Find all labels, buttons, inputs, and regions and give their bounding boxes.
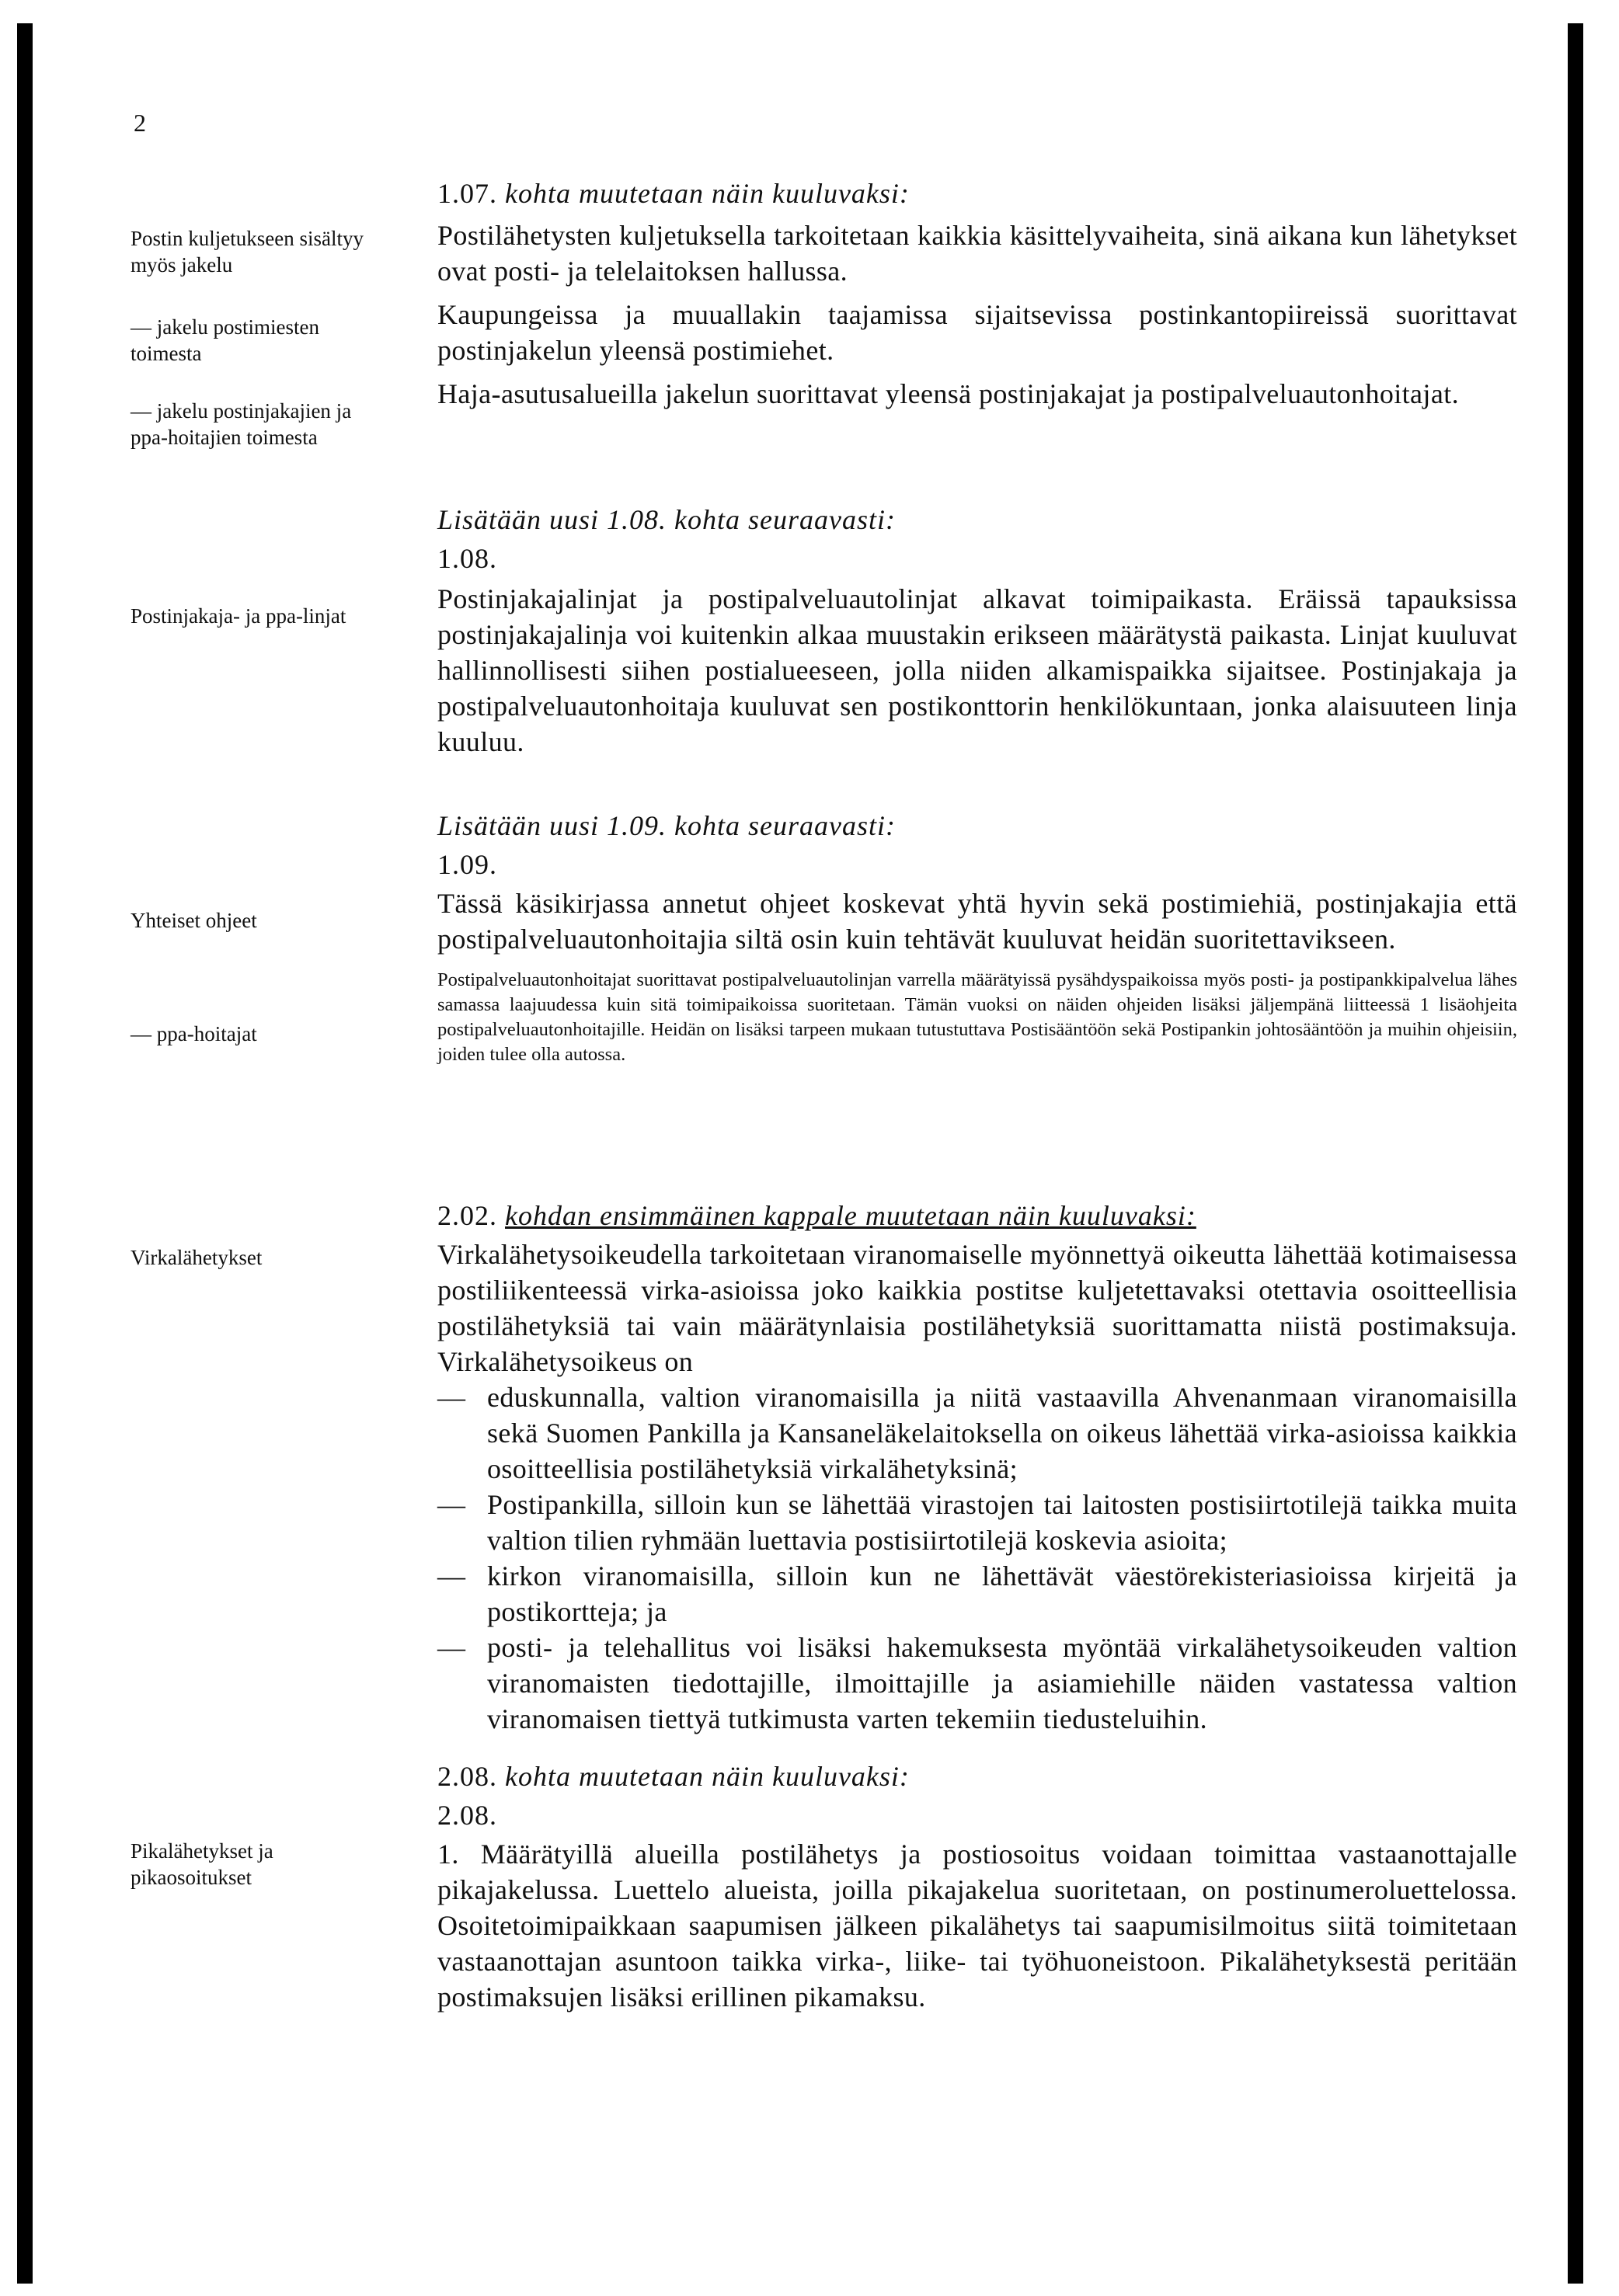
section-number: 1.09. xyxy=(437,849,497,880)
dash-marker: — xyxy=(437,1382,466,1413)
paragraph: Haja-asutusalueilla jakelun suorittavat yleensä postinjakajat ja postipalveluautonhoitajat. xyxy=(437,378,1460,409)
section-number: 2.02. xyxy=(437,1200,497,1231)
margin-note-kuljetus: Postin kuljetukseen sisältyy myös jakelu xyxy=(131,227,364,277)
section-number: 1.07. xyxy=(437,178,497,209)
section-heading xyxy=(437,1759,1517,1794)
dash-marker: — xyxy=(437,1489,466,1520)
section-heading xyxy=(437,1198,1517,1233)
section-number: 1.08. xyxy=(437,543,497,574)
section-number: 2.08. xyxy=(437,1761,497,1792)
small-print-paragraph: Postipalveluautonhoitajat suorittavat postipalveluautolinjan varrella määrätyissä pysähdyspaikoissa myös posti- ja postipankkipalvelua lähes samassa laajuudessa kuin sitä toimipaikoissa suoritetaan. Tämän vuoksi on näiden ohjeiden lisäksi jäljempänä liitteessä 1 lisäohjeita postipalveluautonhoitajille. Heidän on lisäksi tarpeen mukaan tutustuttava Postisääntöön sekä Postipankin johtosääntöön ja muihin ohjeisiin, joiden tulee olla autossa. xyxy=(437,969,1517,1065)
dash-list xyxy=(437,1379,1517,1737)
section-heading-text: kohta muutetaan näin kuuluvaksi: xyxy=(505,178,910,209)
margin-note-postinjakajat: — jakelu postinjakajien ja ppa-hoitajien toimesta xyxy=(131,399,352,449)
left-border-bar xyxy=(17,23,33,2284)
right-border-bar xyxy=(1568,23,1583,2284)
paragraph: Kaupungeissa ja muuallakin taajamissa sijaitsevissa postinkantopiireissä suorittavat postinjakelun yleensä postimiehet. xyxy=(437,299,1517,366)
list-item-text: kirkon viranomaisilla, silloin kun ne lähettävät väestörekisteriasioissa kirjeitä ja postikortteja; ja xyxy=(487,1560,1517,1627)
list-item xyxy=(437,1379,1517,1487)
section-heading-text: kohta muutetaan näin kuuluvaksi: xyxy=(505,1761,910,1792)
margin-note-virkalahetykset: Virkalähetykset xyxy=(131,1246,263,1269)
margin-note-ppa-hoitajat: — ppa-hoitajat xyxy=(131,1022,257,1045)
page-number: 2 xyxy=(134,109,146,137)
section-2-02 xyxy=(437,1198,1517,1737)
margin-note-yhteiset-ohjeet: Yhteiset ohjeet xyxy=(131,909,257,932)
dash-marker: — xyxy=(437,1560,466,1592)
list-item xyxy=(437,1558,1517,1630)
section-heading xyxy=(437,176,1517,211)
paragraph: Postilähetysten kuljetuksella tarkoitetaan kaikkia käsittelyvaiheita, sinä aikana kun lähetykset ovat posti- ja telelaitoksen hallussa. xyxy=(437,220,1517,287)
margin-note-pikalahetykset: Pikalähetykset ja pikaosoitukset xyxy=(131,1839,273,1889)
section-2-08 xyxy=(437,1759,1517,2015)
section-heading-text: kohdan ensimmäinen kappale muutetaan näin kuuluvaksi: xyxy=(505,1200,1196,1231)
section-number: 2.08. xyxy=(437,1800,497,1831)
list-item-text: Postipankilla, silloin kun se lähettää virastojen tai laitosten postisiirtotilejä taikka muita valtion tilien ryhmään luettavia postisiirtotilejä koskevia asioita; xyxy=(487,1489,1517,1556)
paragraph: Virkalähetysoikeudella tarkoitetaan viranomaiselle myönnettyä oikeutta lähettää kotimaisessa postiliikenteessä virka-asioissa joko kaikkia postitse kuljetettavaksi otettavia osoitteellisia postilähetyksiä tai vain määrätynlaisia postilähetyksiä suorittamatta niistä postimaksuja. Virkalähetysoikeus on xyxy=(437,1239,1517,1377)
dash-marker: — xyxy=(437,1632,466,1663)
paragraph: 1. Määrätyillä alueilla postilähetys ja postiosoitus voidaan toimittaa vastaanottajalle pikajakelussa. Luettelo alueista, joilla pikajakelua suoritetaan, on postinumeroluettelossa. Osoitetoimipaikkaan saapumisen jälkeen pikalähetys tai saapumisilmoitus siitä toimitetaan vastaanottajan asuntoon taikka virka-, liike- tai työhuoneistoon. Pikalähetyksestä peritään postimaksujen lisäksi erillinen pikamaksu. xyxy=(437,1839,1517,2012)
section-1-09 xyxy=(437,808,1517,1067)
paragraph: Tässä käsikirjassa annetut ohjeet koskevat yhtä hyvin sekä postimiehiä, postinjakajia että postipalveluautonhoitajia siltä osin kuin tehtävät kuuluvat heidän suoritettavikseen. xyxy=(437,888,1517,955)
list-item-text: posti- ja telehallitus voi lisäksi hakemuksesta myöntää virkalähetysoikeuden valtion viranomaisten tiedottajille, ilmoittajille ja asiamiehille näiden vastatessa valtion viranomaisen tiettyä tutkimusta varten tekemiin tiedusteluihin. xyxy=(487,1632,1517,1734)
list-item xyxy=(437,1487,1517,1558)
list-item xyxy=(437,1630,1517,1737)
section-1-08 xyxy=(437,502,1517,760)
section-1-07 xyxy=(437,176,1517,412)
margin-note-postimiehet: — jakelu postimiesten toimesta xyxy=(131,315,319,365)
list-item-text: eduskunnalla, valtion viranomaisilla ja niitä vastaavilla Ahvenanmaan viranomaisilla sekä Suomen Pankilla ja Kansaneläkelaitoksella on oikeus lähettää virka-asioissa kaikkia osoitteellisia postilähetyksiä virkalähetyksinä; xyxy=(487,1382,1517,1484)
section-heading: Lisätään uusi 1.09. kohta seuraavasti: xyxy=(437,810,897,841)
margin-note-linjat: Postinjakaja- ja ppa-linjat xyxy=(131,604,346,628)
section-heading: Lisätään uusi 1.08. kohta seuraavasti: xyxy=(437,504,897,535)
paragraph: Postinjakajalinjat ja postipalveluautolinjat alkavat toimipaikasta. Eräissä tapauksissa postinjakajalinja voi kuitenkin alkaa muustakin erikseen määrätystä paikasta. Linjat kuuluvat hallinnollisesti siihen postialueeseen, jolla niiden alkamispaikka sijaitsee. Postinjakaja ja postipalveluautonhoitaja kuuluvat sen postikonttorin henkilökuntaan, jonka alaisuuteen linja kuuluu. xyxy=(437,583,1517,757)
